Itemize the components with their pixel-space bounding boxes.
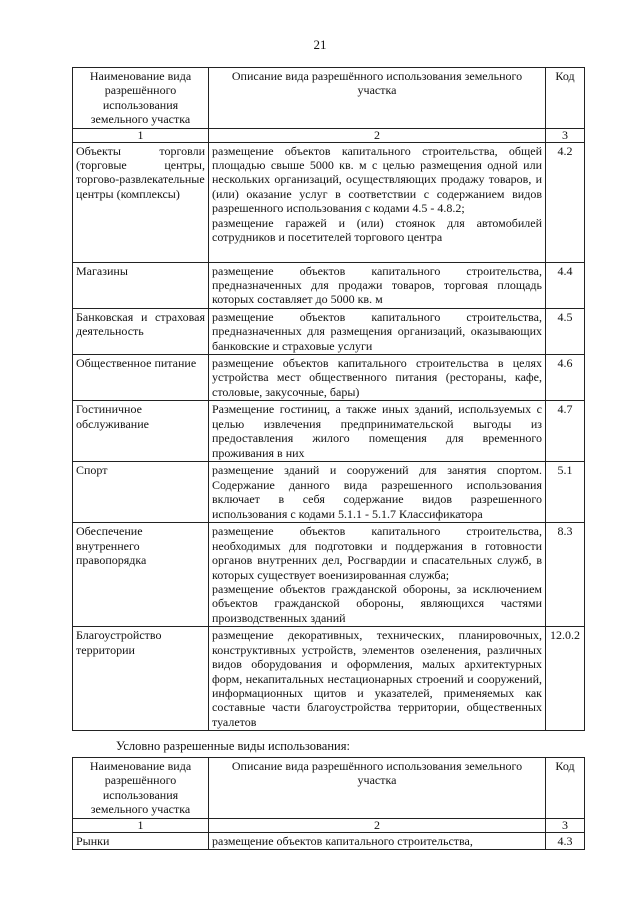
use-name: Банковская и страховая деятельность: [73, 308, 209, 354]
table-row: [73, 401, 585, 462]
table-row: [73, 308, 585, 354]
col-number: 1: [73, 818, 209, 832]
use-name: Магазины: [73, 262, 209, 308]
table-row: [73, 627, 585, 731]
use-name: Благоустройство территории: [73, 627, 209, 731]
use-description: [209, 832, 546, 849]
use-code: 4.6: [546, 355, 585, 401]
description-paragraph: размещение декоративных, технических, планировочных, конструктивных устройств, элементов озеленения, различных видов оборудования и оформления, малых архитектурных форм, некапитальных нестационарных строений и сооружений, информационных щитов и указателей, применяемых как составные части благоустройства территории, общественных туалетов: [212, 628, 542, 729]
table-row: [73, 832, 585, 849]
use-name: Объекты торговли (торговые центры, торгово-развлекательные центры (комплексы): [73, 142, 209, 262]
table-row: [73, 355, 585, 401]
use-code: 4.7: [546, 401, 585, 462]
header-name: Наименование вида разрешённого использования земельного участка: [73, 68, 209, 129]
conditional-uses-table: [72, 757, 585, 850]
use-name: Гостиничное обслуживание: [73, 401, 209, 462]
description-paragraph: размещение зданий и сооружений для занятия спортом. Содержание данного вида разрешенного использования включает в себя содержание видов разрешенного использования с кодами 5.1.1 - 5.1.7 Классификатора: [212, 463, 542, 521]
col-number: 2: [209, 128, 546, 142]
column-number-row: [73, 128, 585, 142]
table-header-row: [73, 68, 585, 129]
description-paragraph: размещение объектов капитального строительства в целях устройства мест общественного питания (рестораны, кафе, столовые, закусочные, бары): [212, 356, 542, 399]
use-description: [209, 523, 546, 627]
header-description: Описание вида разрешённого использования земельного участка: [209, 68, 546, 129]
description-paragraph: размещение гаражей и (или) стоянок для автомобилей сотрудников и посетителей торгового центра: [212, 215, 542, 245]
use-name: Рынки: [73, 832, 209, 849]
description-paragraph: размещение объектов гражданской обороны, за исключением объектов гражданской обороны, являющихся частями производственных зданий: [212, 581, 542, 625]
table-header-row: [73, 758, 585, 819]
use-description: [209, 355, 546, 401]
use-name: Спорт: [73, 462, 209, 523]
description-paragraph: размещение объектов капитального строительства, предназначенных для размещения организаций, оказывающих банковские и страховые услуги: [212, 309, 542, 353]
description-paragraph: размещение объектов капитального строительства, предназначенных для продажи товаров, торговая площадь которых составляет до 5000 кв. м: [212, 263, 542, 307]
use-code: 4.3: [546, 832, 585, 849]
use-description: [209, 401, 546, 462]
permitted-uses-table: [72, 67, 585, 731]
use-code: 5.1: [546, 462, 585, 523]
col-number: 3: [546, 128, 585, 142]
description-paragraph: размещение объектов капитального строительства, общей площадью свыше 5000 кв. м с целью размещения одной или нескольких организаций, осуществляющих продажу товаров, и (или) оказание услуг в соответствии с содержанием видов разрешенного использования с кодами 4.5 - 4.8.2;: [212, 143, 542, 216]
description-paragraph: размещение объектов капитального строительства, необходимых для подготовки и поддержания в готовности органов внутренних дел, Росгвардии и спасательных служб, в которых существует военизированная служба;: [212, 524, 542, 582]
description-paragraph: Размещение гостиниц, а также иных зданий, используемых с целью извлечения предпринимательской выгоды из предоставления жилого помещения для временного проживания в них: [212, 402, 542, 460]
use-code: 4.5: [546, 308, 585, 354]
header-name: Наименование вида разрешённого использования земельного участка: [73, 758, 209, 819]
use-code: 12.0.2: [546, 627, 585, 731]
col-number: 3: [546, 818, 585, 832]
use-name: Общественное питание: [73, 355, 209, 401]
column-number-row: [73, 818, 585, 832]
header-code: Код: [546, 758, 585, 819]
use-description: [209, 627, 546, 731]
table-row: [73, 523, 585, 627]
use-description: [209, 462, 546, 523]
use-description: [209, 262, 546, 308]
use-code: 8.3: [546, 523, 585, 627]
use-code: 4.2: [546, 142, 585, 262]
table-row: [73, 262, 585, 308]
col-number: 1: [73, 128, 209, 142]
description-paragraph: размещение объектов капитального строительства,: [212, 833, 473, 848]
use-name: Обеспечение внутреннего правопорядка: [73, 523, 209, 627]
use-description: [209, 308, 546, 354]
table-row: [73, 142, 585, 262]
use-code: 4.4: [546, 262, 585, 308]
page-number: 21: [313, 37, 327, 52]
col-number: 2: [209, 818, 546, 832]
section-title: Условно разрешенные виды использования:: [116, 739, 350, 753]
table-row: [73, 462, 585, 523]
use-description: [209, 142, 546, 262]
header-code: Код: [546, 68, 585, 129]
header-description: Описание вида разрешённого использования земельного участка: [209, 758, 546, 819]
